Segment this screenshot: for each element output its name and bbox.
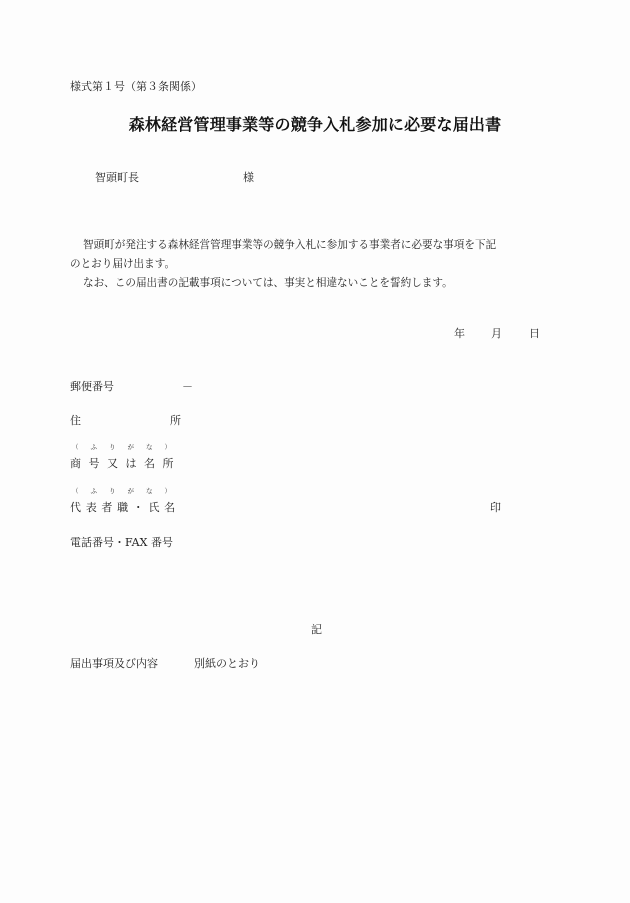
phone-fax-label: 電話番号・FAX 番号: [70, 536, 173, 549]
date-year-label: 年: [454, 327, 465, 340]
body-line-3: なお、この届出書の記載事項については、事実と相違ないことを誓約します。: [83, 277, 453, 289]
addressee-name: 智頭町長: [95, 171, 139, 184]
body-line-2: のとおり届け出ます。: [70, 258, 176, 270]
company-name-label: 商 号 又 は 名 所: [70, 457, 174, 470]
notification-label: 届出事項及び内容: [70, 657, 158, 670]
addressee-honorific: 様: [243, 171, 254, 184]
postal-code-separator: －: [182, 380, 193, 393]
date-day-label: 日: [529, 327, 540, 340]
furigana-representative: （ ふ り が な ）: [72, 487, 171, 495]
address-label-right: 所: [170, 414, 181, 427]
form-number: 様式第１号（第３条関係）: [70, 80, 202, 93]
furigana-company: （ ふ り が な ）: [72, 443, 171, 451]
seal-mark: 印: [490, 501, 501, 514]
document-title: 森林経営管理事業等の競争入札参加に必要な届出書: [128, 115, 502, 134]
record-heading: 記: [311, 623, 322, 636]
postal-code-label: 郵便番号: [70, 380, 114, 393]
address-label-left: 住: [70, 414, 81, 427]
body-line-1: 智頭町が発注する森林経営管理事業等の競争入札に参加する事業者に必要な事項を下記: [83, 239, 497, 251]
date-month-label: 月: [491, 327, 502, 340]
representative-label: 代 表 者 職 ・ 氏 名: [70, 501, 176, 514]
notification-value: 別紙のとおり: [194, 657, 260, 670]
